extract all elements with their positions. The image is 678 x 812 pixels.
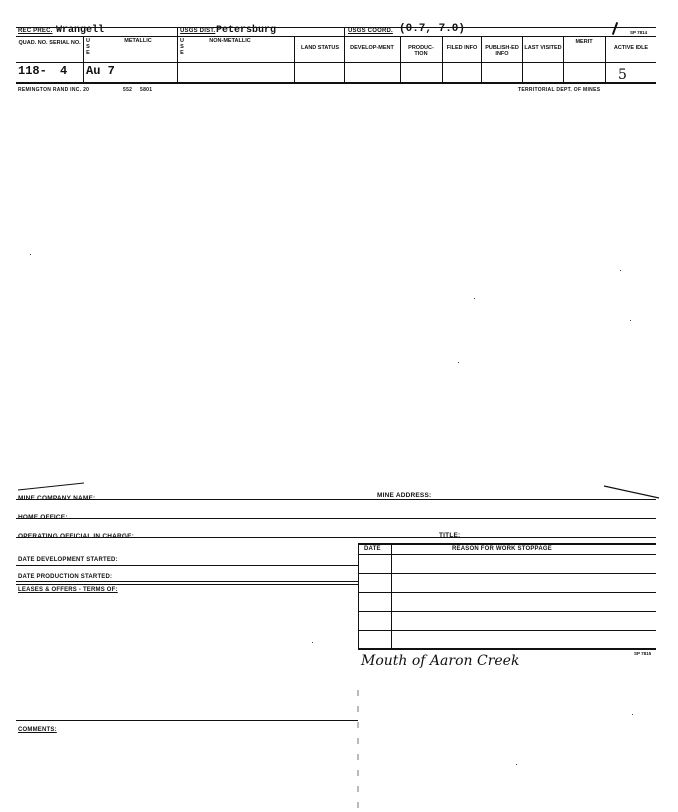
col-divider [563,36,564,82]
quad-label: QUAD. NO. [18,40,48,46]
row-line [16,565,358,566]
metallic-value: Au 7 [86,64,115,78]
row-line [16,581,358,582]
active-idle-label: ACTIVE IDLE [613,45,649,51]
operating-official-label: OPERATING OFFICIAL IN CHARGE: [18,533,135,540]
merit-label: MERIT [575,39,593,45]
rec-prec-label: REC PREC. [18,28,53,34]
use-label-nonmetallic: U S E [180,38,184,56]
development-label: DEVELOP-MENT [350,45,394,51]
rec-prec-value: Wrangell [56,25,105,36]
home-office-label: HOME OFFICE: [18,514,68,521]
date-col-label: DATE [364,546,381,552]
use-label-metallic: U S E [86,38,90,56]
stoppage-left [358,543,359,648]
printer-code: 5801 [140,87,153,93]
stoppage-row [358,592,656,593]
form-number-top: SP 7814 [630,30,648,35]
col-divider [400,36,401,82]
usgs-coord-value: (0.7, 7.0) [399,23,466,35]
speck [630,320,631,321]
label-row-divider [16,62,656,63]
last-visited-label: LAST VISITED [524,45,562,51]
col-divider [442,36,443,82]
speck [620,270,621,271]
col-divider [481,36,482,82]
row-line [16,499,656,500]
data-row-bottom [16,82,656,84]
speck [458,362,459,363]
col-divider [177,27,178,82]
published-info-label: PUBLISH-ED INFO [485,45,519,57]
speck [312,642,313,643]
stoppage-row [358,611,656,612]
stoppage-row [358,630,656,631]
filed-info-label: FILED INFO [446,45,478,51]
header-divider [16,36,656,37]
metallic-label: METALLIC [124,38,152,44]
mine-company-label: MINE COMPANY NAME: [18,495,96,502]
col-divider [605,36,606,82]
pen-mark [612,22,618,35]
stoppage-header-line [358,554,656,555]
usgs-coord-label: USGS COORD. [348,28,393,34]
col-divider [522,36,523,82]
row-line [16,518,656,519]
title-label: TITLE: [439,532,461,539]
printer-imprint: REMINGTON RAND INC. 20 [18,87,90,93]
row-line [16,584,358,585]
row-line [16,720,358,721]
speck [516,764,517,765]
card-edge-lines [14,478,664,508]
col-divider [83,36,84,82]
dept-imprint: TERRITORIAL DEPT. OF MINES [518,87,601,93]
printer-code: 552 [123,87,133,93]
leases-label: LEASES & OFFERS - TERMS OF: [18,587,118,593]
mine-address-label: MINE ADDRESS: [377,492,432,499]
speck [632,714,633,715]
serial-value: 4 [60,64,68,78]
stoppage-date-divider [391,543,392,648]
col-divider [294,36,295,82]
faint-edge [356,690,360,810]
form-number-bottom: SP 7815 [634,651,652,656]
usgs-dist-label: USGS DIST. [180,28,216,34]
speck [474,298,475,299]
stoppage-top [358,543,656,545]
date-prod-label: DATE PRODUCTION STARTED: [18,574,113,580]
usgs-dist-value: Petersburg [216,25,277,36]
comments-label: COMMENTS: [18,727,57,733]
land-status-label: LAND STATUS [301,45,339,51]
reason-col-label: REASON FOR WORK STOPPAGE [452,546,552,552]
quad-value: 118- [18,64,47,78]
stoppage-row [358,573,656,574]
active-idle-value: 5 [618,67,627,83]
nonmetallic-label: NON-METALLIC [209,38,251,44]
production-label: PRODUC-TION [408,45,434,57]
col-divider [344,27,345,82]
stoppage-bottom [358,648,656,650]
handwritten-note: Mouth of Aaron Creek [361,653,520,669]
speck [30,254,31,255]
top-border [16,27,656,28]
serial-label: SERIAL NO. [49,40,81,46]
date-dev-label: DATE DEVELOPMENT STARTED: [18,557,118,563]
